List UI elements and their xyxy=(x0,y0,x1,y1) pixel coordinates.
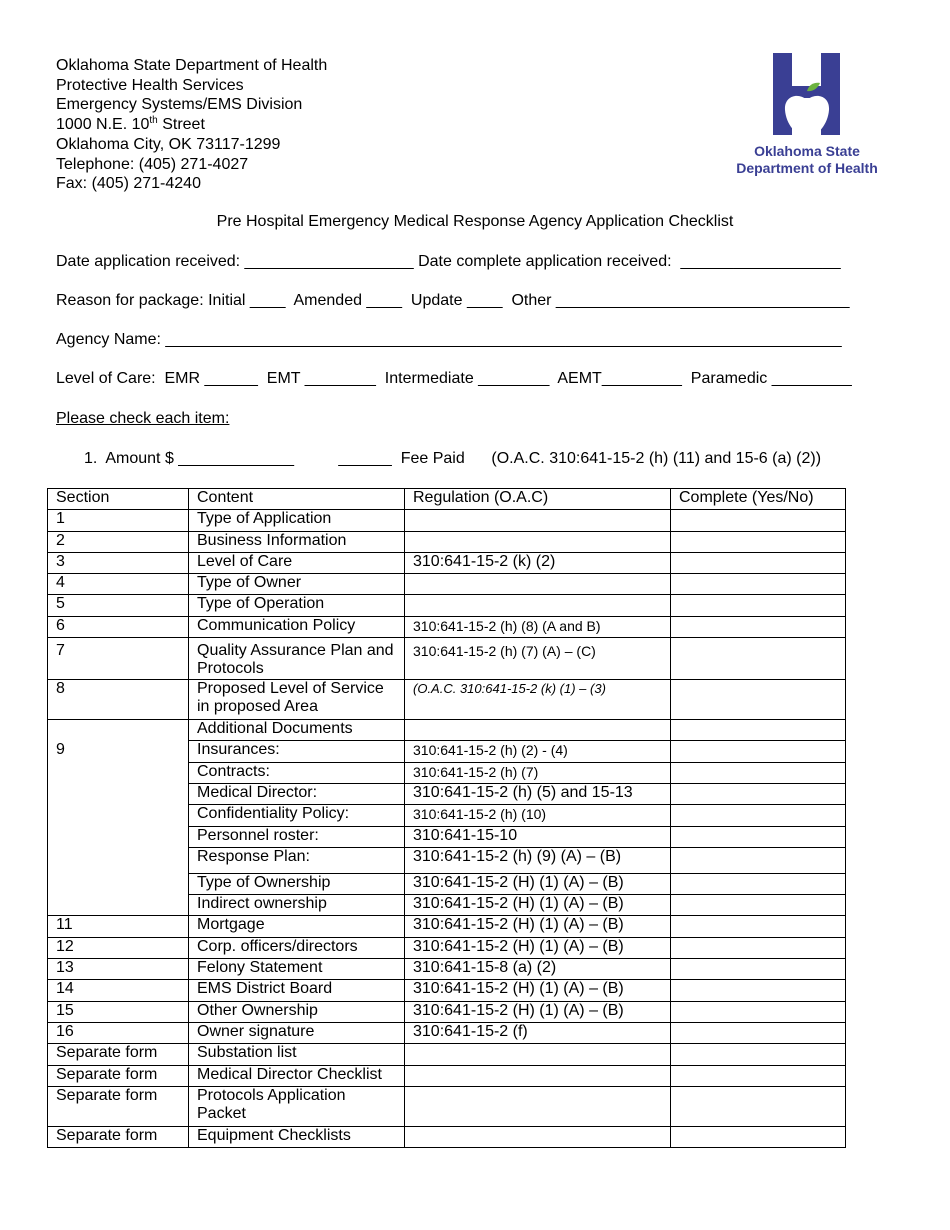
cell-section: Separate form xyxy=(48,1044,189,1065)
table-row xyxy=(48,1126,846,1147)
cell-content: Response Plan: xyxy=(189,847,405,873)
table-row xyxy=(48,574,846,595)
cell-content: Contracts: xyxy=(189,762,405,783)
cell-section: 3 xyxy=(48,552,189,573)
cell-regulation: 310:641-15-10 xyxy=(405,826,671,847)
address-city: Oklahoma City, OK 73117-1299 xyxy=(56,135,281,153)
level-of-care-line[interactable]: Level of Care: EMR ______ EMT ________ Intermediate ________ AEMT_________ Paramedic _________ xyxy=(56,370,852,387)
h-apple-icon xyxy=(732,52,882,142)
cell-complete[interactable] xyxy=(671,959,846,980)
cell-regulation: 310:641-15-2 (h) (5) and 15-13 xyxy=(405,783,671,804)
cell-regulation: 310:641-15-2 (H) (1) (A) – (B) xyxy=(405,1001,671,1022)
address-line-3: Emergency Systems/EMS Division xyxy=(56,96,303,114)
table-row xyxy=(48,616,846,637)
table-row xyxy=(48,1001,846,1022)
table-header-row xyxy=(48,489,846,510)
cell-section: 1 xyxy=(48,510,189,531)
page-title: Pre Hospital Emergency Medical Response Agency Application Checklist xyxy=(216,213,734,230)
cell-content: Confidentiality Policy: xyxy=(189,805,405,826)
cell-content: Insurances: xyxy=(189,741,405,762)
cell-content: Level of Care xyxy=(189,552,405,573)
table-row xyxy=(48,638,846,680)
cell-content: Indirect ownership xyxy=(189,895,405,916)
cell-complete[interactable] xyxy=(671,638,846,680)
cell-regulation xyxy=(405,574,671,595)
table-row xyxy=(48,980,846,1001)
cell-complete[interactable] xyxy=(671,531,846,552)
table-row xyxy=(48,595,846,616)
cell-complete[interactable] xyxy=(671,937,846,958)
cell-regulation: (O.A.C. 310:641-15-2 (k) (1) – (3) xyxy=(405,680,671,720)
cell-content: Proposed Level of Service in proposed Area xyxy=(189,680,405,720)
cell-content: Quality Assurance Plan and Protocols xyxy=(189,638,405,680)
cell-section: 14 xyxy=(48,980,189,1001)
table-row xyxy=(48,937,846,958)
table-row xyxy=(48,680,846,720)
table-row xyxy=(48,959,846,980)
table-row xyxy=(48,783,846,804)
cell-section: 15 xyxy=(48,1001,189,1022)
cell-complete[interactable] xyxy=(671,1126,846,1147)
table-row xyxy=(48,826,846,847)
cell-complete[interactable] xyxy=(671,741,846,762)
table-row xyxy=(48,1065,846,1086)
cell-regulation xyxy=(405,510,671,531)
cell-section: 4 xyxy=(48,574,189,595)
cell-regulation xyxy=(405,1126,671,1147)
cell-regulation: 310:641-15-2 (H) (1) (A) – (B) xyxy=(405,980,671,1001)
table-row xyxy=(48,510,846,531)
cell-content: Personnel roster: xyxy=(189,826,405,847)
cell-regulation: 310:641-15-2 (h) (8) (A and B) xyxy=(405,616,671,637)
table-row xyxy=(48,1086,846,1126)
cell-section: 7 xyxy=(48,638,189,680)
table-row xyxy=(48,873,846,894)
cell-regulation xyxy=(405,1044,671,1065)
cell-content: Mortgage xyxy=(189,916,405,937)
cell-regulation: 310:641-15-2 (H) (1) (A) – (B) xyxy=(405,895,671,916)
cell-complete[interactable] xyxy=(671,510,846,531)
cell-content: Medical Director: xyxy=(189,783,405,804)
cell-complete[interactable] xyxy=(671,1022,846,1043)
logo-text-line-1: Oklahoma State xyxy=(754,143,860,159)
cell-section: Separate form xyxy=(48,1126,189,1147)
cell-section xyxy=(48,895,189,916)
agency-address xyxy=(56,56,327,194)
cell-content: Owner signature xyxy=(189,1022,405,1043)
cell-complete[interactable] xyxy=(671,762,846,783)
cell-regulation xyxy=(405,720,671,741)
cell-section xyxy=(48,783,189,804)
cell-regulation xyxy=(405,1086,671,1126)
cell-complete[interactable] xyxy=(671,805,846,826)
table-row xyxy=(48,720,846,741)
address-fax: Fax: (405) 271-4240 xyxy=(56,175,201,193)
cell-content: EMS District Board xyxy=(189,980,405,1001)
agency-name-line[interactable]: Agency Name: ____________________________________________________________________________ xyxy=(56,331,842,348)
cell-regulation: 310:641-15-2 (h) (7) xyxy=(405,762,671,783)
cell-regulation: 310:641-15-2 (H) (1) (A) – (B) xyxy=(405,873,671,894)
address-street: 1000 N.E. 10th Street xyxy=(56,115,205,134)
cell-section: 16 xyxy=(48,1022,189,1043)
cell-complete[interactable] xyxy=(671,873,846,894)
cell-content: Additional Documents xyxy=(189,720,405,741)
cell-complete[interactable] xyxy=(671,783,846,804)
cell-regulation: 310:641-15-2 (k) (2) xyxy=(405,552,671,573)
cell-section: 11 xyxy=(48,916,189,937)
cell-content: Equipment Checklists xyxy=(189,1126,405,1147)
cell-content: Business Information xyxy=(189,531,405,552)
table-row xyxy=(48,741,846,762)
cell-complete[interactable] xyxy=(671,1044,846,1065)
cell-section xyxy=(48,720,189,741)
cell-regulation xyxy=(405,1065,671,1086)
cell-section: 6 xyxy=(48,616,189,637)
address-line-2: Protective Health Services xyxy=(56,76,244,94)
check-items-heading: Please check each item: xyxy=(56,410,230,427)
cell-section: Separate form xyxy=(48,1086,189,1126)
cell-content: Type of Ownership xyxy=(189,873,405,894)
cell-regulation: 310:641-15-2 (h) (7) (A) – (C) xyxy=(405,638,671,680)
cell-complete[interactable] xyxy=(671,1086,846,1126)
cell-section xyxy=(48,805,189,826)
checklist-table xyxy=(47,488,846,1148)
header-section: Section xyxy=(48,489,189,510)
table-row xyxy=(48,916,846,937)
table-row xyxy=(48,895,846,916)
table-row xyxy=(48,805,846,826)
header-content: Content xyxy=(189,489,405,510)
cell-content: Communication Policy xyxy=(189,616,405,637)
cell-section: 13 xyxy=(48,959,189,980)
cell-section xyxy=(48,873,189,894)
osdh-logo xyxy=(732,52,882,180)
cell-section: Separate form xyxy=(48,1065,189,1086)
cell-section: 12 xyxy=(48,937,189,958)
logo-text-line-2: Department of Health xyxy=(736,160,878,176)
cell-complete[interactable] xyxy=(671,552,846,573)
cell-regulation: 310:641-15-2 (h) (9) (A) – (B) xyxy=(405,847,671,873)
cell-complete[interactable] xyxy=(671,574,846,595)
cell-content: Type of Owner xyxy=(189,574,405,595)
cell-content: Protocols Application Packet xyxy=(189,1086,405,1126)
table-row xyxy=(48,531,846,552)
cell-section: 5 xyxy=(48,595,189,616)
cell-regulation: 310:641-15-8 (a) (2) xyxy=(405,959,671,980)
table-row xyxy=(48,847,846,873)
cell-regulation: 310:641-15-2 (h) (2) - (4) xyxy=(405,741,671,762)
cell-complete[interactable] xyxy=(671,847,846,873)
table-row xyxy=(48,762,846,783)
cell-complete[interactable] xyxy=(671,916,846,937)
cell-section: 8 xyxy=(48,680,189,720)
cell-complete[interactable] xyxy=(671,1001,846,1022)
table-row xyxy=(48,1022,846,1043)
table-row xyxy=(48,552,846,573)
cell-regulation xyxy=(405,531,671,552)
cell-section: 2 xyxy=(48,531,189,552)
fee-line[interactable]: 1. Amount $ _____________ ______ Fee Paid (O.A.C. 310:641-15-2 (h) (11) and 15-6 (a) (2)) xyxy=(84,450,822,467)
cell-content: Substation list xyxy=(189,1044,405,1065)
cell-complete[interactable] xyxy=(671,980,846,1001)
cell-content: Other Ownership xyxy=(189,1001,405,1022)
cell-regulation: 310:641-15-2 (h) (10) xyxy=(405,805,671,826)
cell-section xyxy=(48,826,189,847)
cell-complete[interactable] xyxy=(671,595,846,616)
cell-complete[interactable] xyxy=(671,616,846,637)
reason-for-package-line[interactable]: Reason for package: Initial ____ Amended ____ Update ____ Other _________________________________ xyxy=(56,292,850,309)
address-line-1: Oklahoma State Department of Health xyxy=(56,57,328,74)
cell-complete[interactable] xyxy=(671,1065,846,1086)
date-received-line[interactable]: Date application received: ___________________ Date complete application received: __________________ xyxy=(56,253,841,270)
header-complete: Complete (Yes/No) xyxy=(671,489,846,510)
table-row xyxy=(48,1044,846,1065)
cell-content: Type of Application xyxy=(189,510,405,531)
cell-regulation: 310:641-15-2 (H) (1) (A) – (B) xyxy=(405,916,671,937)
cell-complete[interactable] xyxy=(671,826,846,847)
cell-complete[interactable] xyxy=(671,680,846,720)
cell-complete[interactable] xyxy=(671,895,846,916)
cell-content: Felony Statement xyxy=(189,959,405,980)
header-regulation: Regulation (O.A.C) xyxy=(405,489,671,510)
address-telephone: Telephone: (405) 271-4027 xyxy=(56,155,249,173)
cell-section xyxy=(48,847,189,873)
cell-complete[interactable] xyxy=(671,720,846,741)
cell-content: Type of Operation xyxy=(189,595,405,616)
cell-regulation: 310:641-15-2 (f) xyxy=(405,1022,671,1043)
cell-content: Corp. officers/directors xyxy=(189,937,405,958)
cell-regulation: 310:641-15-2 (H) (1) (A) – (B) xyxy=(405,937,671,958)
cell-regulation xyxy=(405,595,671,616)
cell-content: Medical Director Checklist xyxy=(189,1065,405,1086)
cell-section xyxy=(48,762,189,783)
cell-section: 9 xyxy=(48,741,189,762)
